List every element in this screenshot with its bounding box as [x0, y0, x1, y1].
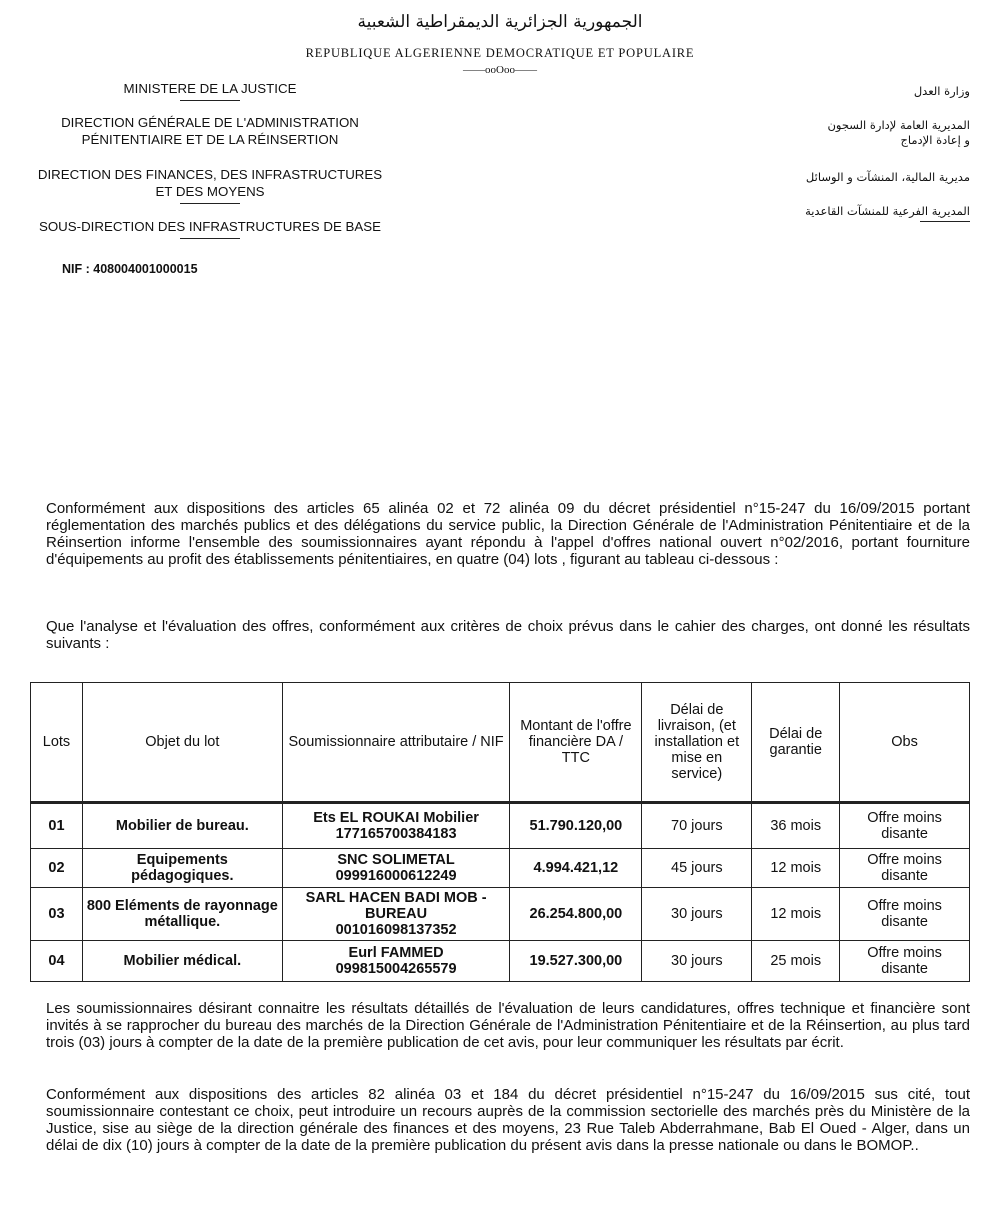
- lot-amount: 26.254.800,00: [510, 888, 642, 941]
- lot-obs: Offre moins disante: [840, 941, 970, 982]
- lot-obs: Offre moins disante: [840, 888, 970, 941]
- bidder-name: Ets EL ROUKAI Mobilier: [313, 810, 479, 826]
- results-intro-paragraph: Que l'analyse et l'évaluation des offres, conformément aux critères de choix prévus dans le cahier des charges, ont donné les résultats suivants :: [46, 618, 970, 652]
- lot-amount: 4.994.421,12: [510, 849, 642, 888]
- lot-delivery: 45 jours: [642, 849, 752, 888]
- lot-object: Mobilier de bureau.: [82, 803, 282, 849]
- direction-finances-line1: DIRECTION DES FINANCES, DES INFRASTRUCTURES: [37, 167, 383, 182]
- direction-generale-block: [0, 114, 420, 148]
- table-row: [31, 849, 970, 888]
- bidder-name: Eurl FAMMED: [348, 945, 444, 961]
- direction-generale-line2: PÉNITENTIAIRE ET DE LA RÉINSERTION: [81, 132, 339, 147]
- col-lots: Lots: [31, 683, 83, 803]
- lot-object: 800 Eléments de rayonnage métallique.: [82, 888, 282, 941]
- results-table: [30, 682, 970, 982]
- divider: [920, 221, 970, 222]
- lot-number: 03: [31, 888, 83, 941]
- sous-dir-ar-block: [805, 204, 970, 222]
- lot-obs: Offre moins disante: [840, 849, 970, 888]
- direction-finances-block: [0, 166, 420, 204]
- lot-amount: 51.790.120,00: [510, 803, 642, 849]
- intro-paragraph: Conformément aux dispositions des articles 65 alinéa 02 et 72 alinéa 09 du décret présidentiel n°15-247 du 16/09/2015 portant réglementation des marchés publics et des délégations du service public, la Direction Générale de l'Administration Pénitentiaire et de la Réinsertion informe l'ensemble des soumissionnaires ayant répondu à l'appel d'offres national ouvert n°02/2016, portant fourniture d'équipements au profit des établissements pénitentiaires, en quatre (04) lots , figurant au tableau ci-dessous :: [46, 500, 970, 568]
- lot-delivery: 70 jours: [642, 803, 752, 849]
- dg-ar-line1: المديرية العامة لإدارة السجون: [827, 118, 970, 132]
- table-row: [31, 888, 970, 941]
- col-delai-garantie: Délai de garantie: [752, 683, 840, 803]
- bidder-name: SARL HACEN BADI MOB - BUREAU: [305, 890, 487, 922]
- lot-warranty: 12 mois: [752, 849, 840, 888]
- lot-warranty: 25 mois: [752, 941, 840, 982]
- lot-bidder: [282, 849, 510, 888]
- details-paragraph: Les soumissionnaires désirant connaitre les résultats détaillés de l'évaluation de leurs candidatures, offres technique et financière sont invités à se rapprocher du bureau des marchés de la Direction Générale de l'Administration Pénitentiaire et de la Réinsertion, au plus tard trois (03) jours à compter de la date de la première publication de cet avis, pour leur communiquer les résultats par écrit.: [46, 1000, 970, 1051]
- lot-bidder: [282, 803, 510, 849]
- bidder-nif: 001016098137352: [335, 922, 457, 938]
- sous-direction-block: [0, 218, 420, 239]
- ministry-block: [0, 80, 420, 101]
- sous-dir-ar: المديرية الفرعية للمنشآت القاعدية: [805, 204, 970, 218]
- dg-ar-block: [827, 118, 970, 148]
- sous-direction-name: SOUS-DIRECTION DES INFRASTRUCTURES DE BASE: [38, 219, 382, 234]
- bidder-name: SNC SOLIMETAL: [337, 852, 455, 868]
- table-row: [31, 941, 970, 982]
- bidder-nif: 099916000612249: [335, 868, 457, 884]
- lot-number: 01: [31, 803, 83, 849]
- french-republic-title: REPUBLIQUE ALGERIENNE DEMOCRATIQUE ET POPULAIRE: [305, 46, 695, 60]
- table-row: [31, 803, 970, 849]
- bidder-nif: 177165700384183: [335, 826, 457, 842]
- lot-object: Equipements pédagogiques.: [82, 849, 282, 888]
- direction-finances-line2: ET DES MOYENS: [155, 184, 265, 199]
- bidder-nif: 099815004265579: [335, 961, 457, 977]
- lot-number: 02: [31, 849, 83, 888]
- arabic-republic-title: الجمهورية الجزائرية الديمقراطية الشعبية: [357, 12, 643, 32]
- col-obs: Obs: [840, 683, 970, 803]
- finances-ar: مديرية المالية، المنشآت و الوسائل: [805, 170, 970, 184]
- lot-obs: Offre moins disante: [840, 803, 970, 849]
- col-objet: Objet du lot: [82, 683, 282, 803]
- direction-generale-line1: DIRECTION GÉNÉRALE DE L'ADMINISTRATION: [61, 115, 359, 130]
- lot-delivery: 30 jours: [642, 941, 752, 982]
- lot-amount: 19.527.300,00: [510, 941, 642, 982]
- lot-bidder: [282, 888, 510, 941]
- ministry-ar: وزارة العدل: [913, 84, 970, 98]
- dg-ar-line2: و إعادة الإدماج: [900, 133, 970, 147]
- lot-number: 04: [31, 941, 83, 982]
- col-delai-livraison: Délai de livraison, (et installation et mise en service): [642, 683, 752, 803]
- table-header-row: [31, 683, 970, 803]
- appeal-paragraph: Conformément aux dispositions des articles 82 alinéa 03 et 184 du décret présidentiel n°15-247 du 16/09/2015 sus cité, tout soumissionnaire contestant ce choix, peut introduire un recours auprès de la commission sectorielle des marchés près du Ministère de la Justice, sise au siège de la direction générale des finances et des moyens, 23 Rue Taleb Abderrahmane, Bab El Oued - Alger, dans un délai de dix (10) jours à compter de la date de la première publication du présent avis dans la presse nationale ou dans le BOMOP..: [46, 1086, 970, 1154]
- nif-number: NIF : 408004001000015: [62, 262, 198, 276]
- divider: [180, 238, 240, 239]
- lot-delivery: 30 jours: [642, 888, 752, 941]
- divider: [180, 203, 240, 204]
- ministry-name: MINISTERE DE LA JUSTICE: [123, 81, 297, 96]
- divider: [180, 100, 240, 101]
- lot-bidder: [282, 941, 510, 982]
- lot-warranty: 12 mois: [752, 888, 840, 941]
- col-soumissionnaire: Soumissionnaire attributaire / NIF: [282, 683, 510, 803]
- col-montant: Montant de l'offre financière DA / TTC: [510, 683, 642, 803]
- lot-object: Mobilier médical.: [82, 941, 282, 982]
- lot-warranty: 36 mois: [752, 803, 840, 849]
- header-ornament: ——ooOoo——: [463, 64, 537, 76]
